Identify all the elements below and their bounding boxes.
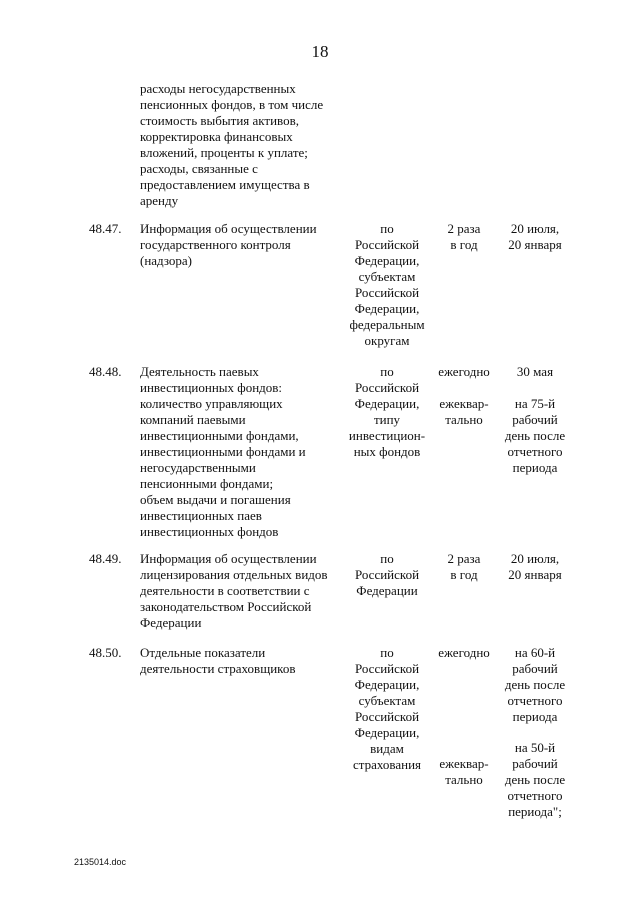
text-line: субъектам — [358, 269, 416, 284]
text-line: Деятельность паевых — [140, 364, 259, 379]
text-line: расходы, связанные с — [140, 161, 258, 176]
text-line: инвестиционными фондами, — [140, 428, 299, 443]
text-line: рабочий — [512, 756, 558, 771]
text-line: отчетного — [507, 788, 563, 803]
text-line: 20 июля, — [510, 221, 560, 236]
row-breakdown — [340, 551, 434, 599]
row-description — [140, 551, 328, 631]
text-line: Российской — [354, 237, 420, 252]
text-line: ежегодно — [438, 645, 490, 660]
text-line: на 60-й — [514, 645, 556, 660]
text-line: лицензирования отдельных видов — [140, 567, 328, 582]
text-line: 20 января — [508, 567, 562, 582]
text-line: по — [380, 364, 394, 379]
text-line: 20 июля, — [510, 551, 560, 566]
text-line: Российской — [354, 285, 420, 300]
text-line: расходы негосударственных — [140, 81, 296, 96]
text-line: видам — [370, 741, 404, 756]
text-line: по — [380, 221, 394, 236]
row-number: 48.48. — [89, 364, 122, 379]
row-deadline-quarterly — [498, 740, 572, 820]
text-line: Информация об осуществлении — [140, 221, 317, 236]
text-line: в год — [450, 567, 478, 582]
text-line: Федерации — [140, 615, 202, 630]
text-line: Федерации, — [354, 725, 420, 740]
text-line: ежегодно — [438, 364, 490, 379]
row-description — [140, 221, 317, 269]
row-number: 48.47. — [89, 221, 122, 236]
text-line: пенсионных фондов, в том числе — [140, 97, 324, 112]
text-line: ежеквар- — [439, 756, 489, 771]
page-number: 18 — [311, 42, 329, 61]
text-line: день после — [504, 677, 566, 692]
text-line: 2 раза — [447, 551, 481, 566]
text-line: Федерации, — [354, 253, 420, 268]
continuation-text — [140, 81, 323, 209]
row-deadline — [498, 551, 572, 583]
text-line: законодательством Российской — [140, 599, 312, 614]
text-line: негосударственными — [140, 460, 256, 475]
text-line: предоставлением имущества в — [140, 177, 310, 192]
text-line: тально — [445, 412, 483, 427]
text-line: ных фондов — [353, 444, 421, 459]
text-line: округам — [364, 333, 410, 348]
text-line: день после — [504, 428, 566, 443]
row-deadline-quarterly — [498, 396, 572, 476]
text-line: инвестицион- — [348, 428, 426, 443]
text-line: Федерации — [356, 583, 418, 598]
text-line: объем выдачи и погашения — [140, 492, 291, 507]
row-periodicity — [433, 551, 495, 583]
text-line: типу — [373, 412, 401, 427]
row-periodicity — [433, 221, 495, 253]
text-line: рабочий — [512, 412, 558, 427]
text-line: компаний паевыми — [140, 412, 246, 427]
row-deadline — [498, 221, 572, 253]
text-line: по — [380, 645, 394, 660]
text-line: Российской — [354, 709, 420, 724]
text-line: отчетного — [507, 693, 563, 708]
text-line: инвестиционных фондов — [140, 524, 279, 539]
text-line: 2 раза — [447, 221, 481, 236]
text-line: корректировка финансовых — [140, 129, 293, 144]
text-line: стоимость выбытия активов, — [140, 113, 299, 128]
text-line: Федерации, — [354, 396, 420, 411]
text-line: в год — [450, 237, 478, 252]
text-line: количество управляющих — [140, 396, 283, 411]
row-periodicity-quarterly — [433, 756, 495, 788]
text-line: 20 января — [508, 237, 562, 252]
text-line: Федерации, — [354, 301, 420, 316]
text-line: Российской — [354, 661, 420, 676]
row-number: 48.50. — [89, 645, 122, 660]
row-breakdown — [340, 364, 434, 460]
text-line: федеральным — [349, 317, 425, 332]
text-line: Отдельные показатели — [140, 645, 266, 660]
row-deadline-annual — [498, 645, 572, 725]
text-line: рабочий — [512, 661, 558, 676]
row-periodicity-quarterly — [433, 396, 495, 428]
row-description — [140, 364, 306, 540]
text-line: аренду — [140, 193, 179, 208]
text-line: Информация об осуществлении — [140, 551, 317, 566]
row-number: 48.49. — [89, 551, 122, 566]
text-line: на 75-й — [514, 396, 556, 411]
text-line: периода"; — [508, 804, 562, 819]
text-line: государственного контроля — [140, 237, 291, 252]
text-line: отчетного — [507, 444, 563, 459]
text-line: инвестиционными фондами и — [140, 444, 306, 459]
text-line: инвестиционных паев — [140, 508, 262, 523]
row-breakdown — [340, 645, 434, 773]
text-line: инвестиционных фондов: — [140, 380, 283, 395]
text-line: вложений, проценты к уплате; — [140, 145, 308, 160]
text-line: тально — [445, 772, 483, 787]
text-line: деятельности страховщиков — [140, 661, 296, 676]
row-breakdown — [340, 221, 434, 349]
row-description — [140, 645, 295, 677]
text-line: страхования — [352, 757, 421, 772]
text-line: периода — [512, 709, 558, 724]
text-line: (надзора) — [140, 253, 192, 268]
text-line: пенсионными фондами; — [140, 476, 274, 491]
text-line: субъектам — [358, 693, 416, 708]
text-line: на 50-й — [514, 740, 556, 755]
text-line: день после — [504, 772, 566, 787]
text-line: Российской — [354, 380, 420, 395]
text-line: Российской — [354, 567, 420, 582]
row-periodicity-annual — [433, 645, 495, 661]
file-name-footer: 2135014.doc — [74, 857, 127, 867]
row-deadline-annual — [498, 364, 572, 380]
text-line: Федерации, — [354, 677, 420, 692]
text-line: 30 мая — [516, 364, 554, 379]
text-line: по — [380, 551, 394, 566]
text-line: деятельности в соответствии с — [140, 583, 310, 598]
text-line: периода — [512, 460, 558, 475]
text-line: ежеквар- — [439, 396, 489, 411]
row-periodicity-annual — [433, 364, 495, 380]
